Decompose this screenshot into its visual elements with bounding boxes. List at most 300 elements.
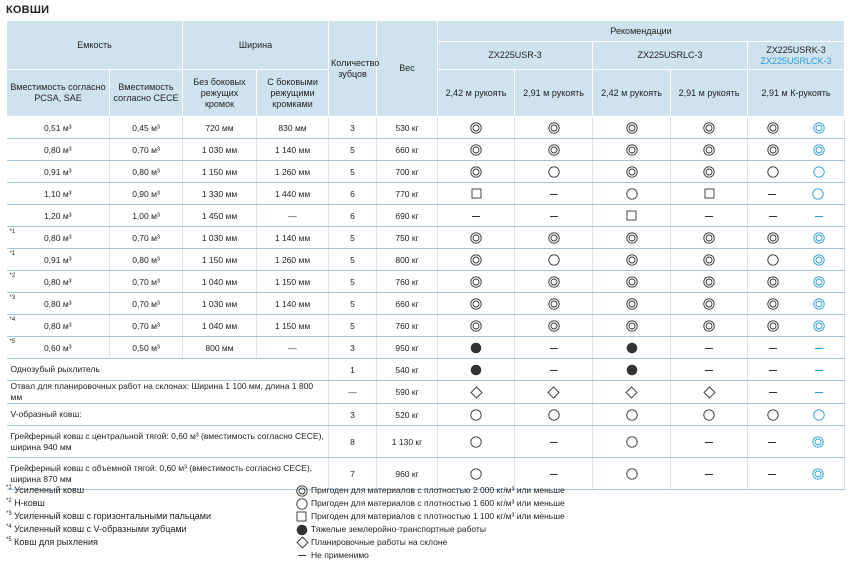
- header-usrk-291k: 2,91 м К-рукоять: [748, 70, 845, 117]
- capacity-value: 0,70 м³: [132, 232, 160, 243]
- recommendation-cell: [748, 227, 845, 249]
- header-usrlc-291: 2,91 м рукоять: [671, 70, 748, 117]
- legend-item: [296, 497, 565, 510]
- footnote-text: Усиленный ковш с V-образными зубцами: [11, 524, 187, 534]
- square-icon: [704, 188, 715, 199]
- attachment-label-cell: Однозубый рыхлитель: [7, 359, 329, 381]
- recommendation-cell: [671, 139, 748, 161]
- recommendation-pair: [750, 387, 842, 397]
- double-circle-icon: [296, 485, 307, 497]
- header-width-without: Без боковых режущих кромок: [183, 70, 257, 117]
- double-circle-icon: [626, 320, 638, 332]
- footnote-item: [6, 484, 211, 497]
- dash-icon: [769, 387, 777, 397]
- width-with-cell: —: [257, 205, 329, 227]
- width-without-cell: 1 330 мм: [183, 183, 257, 205]
- capacity-pcsa-cell: [7, 227, 110, 249]
- recommendation-cell: [671, 161, 748, 183]
- recommendation-cell: [748, 161, 845, 183]
- bucket-spec-table: [6, 20, 845, 490]
- square-icon: [296, 511, 307, 522]
- double-circle-icon: [626, 166, 638, 178]
- recommendation-cell: [515, 293, 593, 315]
- double-circle-icon: [767, 232, 779, 244]
- recommendation-cell: [748, 381, 845, 404]
- recommendation-cell: [515, 359, 593, 381]
- double-circle-icon: [626, 144, 638, 156]
- double-circle-icon: [703, 254, 715, 266]
- footnote-ref: *4: [9, 317, 16, 323]
- weight-cell: 590 кг: [377, 381, 438, 404]
- recommendation-pair: [750, 468, 842, 480]
- capacity-pcsa-cell: [7, 161, 110, 183]
- recommendation-cell: [748, 293, 845, 315]
- recommendation-cell: [593, 315, 671, 337]
- footnotes: [6, 484, 211, 549]
- double-circle-icon: [548, 298, 560, 310]
- capacity-value: 0,80 м³: [132, 254, 160, 265]
- circle-icon: [767, 254, 779, 266]
- teeth-cell: 5: [329, 315, 377, 337]
- recommendation-pair: [750, 365, 842, 375]
- capacity-cece-cell: [110, 315, 183, 337]
- circle-icon: [470, 468, 482, 480]
- legend-text: Планировочные работы на склоне: [311, 537, 448, 547]
- recommendation-cell: [748, 271, 845, 293]
- capacity-value: 0,91 м³: [43, 166, 72, 177]
- header-capacity-pcsa: Вместимость согласно PCSA, SAE: [7, 70, 110, 117]
- footnote-ref: *5: [9, 339, 16, 345]
- capacity-value: 0,70 м³: [132, 320, 160, 331]
- recommendation-cell: [593, 205, 671, 227]
- circle-icon: [812, 188, 824, 200]
- table-row: [7, 227, 845, 249]
- double-circle-icon: [626, 254, 638, 266]
- teeth-cell: 8: [329, 426, 377, 458]
- weight-cell: 520 кг: [377, 404, 438, 426]
- recommendation-cell: [671, 227, 748, 249]
- footnote-text: Н-ковш: [11, 498, 45, 508]
- table-row: [7, 271, 845, 293]
- recommendation-cell: [438, 227, 515, 249]
- capacity-value: 0,50 м³: [132, 342, 160, 353]
- dash-icon: [550, 343, 558, 353]
- table-row: [7, 139, 845, 161]
- teeth-cell: 1: [329, 359, 377, 381]
- double-circle-icon: [767, 298, 779, 310]
- recommendation-cell: [671, 458, 748, 490]
- recommendation-cell: [593, 249, 671, 271]
- footnote-ref: *3: [9, 295, 16, 301]
- weight-cell: 1 130 кг: [377, 426, 438, 458]
- footnote-ref: *3: [6, 511, 12, 517]
- capacity-cece-cell: [110, 139, 183, 161]
- recommendation-cell: [593, 426, 671, 458]
- teeth-cell: 3: [329, 404, 377, 426]
- recommendation-cell: [671, 426, 748, 458]
- dash-icon: [705, 365, 713, 375]
- recommendation-pair: [750, 232, 842, 244]
- dash-icon: [550, 437, 558, 447]
- recommendation-pair: [750, 188, 842, 200]
- circle-icon: [548, 166, 560, 178]
- double-circle-icon: [626, 122, 638, 134]
- recommendation-pair: [750, 211, 842, 221]
- capacity-pcsa-cell: [7, 315, 110, 337]
- double-circle-icon: [470, 144, 482, 156]
- header-width-with: С боковыми режущими кромками: [257, 70, 329, 117]
- weight-cell: 660 кг: [377, 293, 438, 315]
- header-width: Ширина: [183, 21, 329, 70]
- width-with-cell: 1 140 мм: [257, 293, 329, 315]
- recommendation-cell: [748, 337, 845, 359]
- legend-text: Не применимо: [311, 550, 369, 560]
- double-circle-icon: [813, 276, 825, 288]
- double-circle-icon: [548, 232, 560, 244]
- capacity-value: 0,80 м³: [43, 144, 72, 155]
- double-circle-icon: [470, 122, 482, 134]
- diamond-icon: [625, 386, 638, 399]
- double-circle-icon: [812, 436, 824, 448]
- dash-icon: [550, 469, 558, 479]
- capacity-cece-cell: [110, 271, 183, 293]
- double-circle-icon: [470, 320, 482, 332]
- capacity-value: 0,80 м³: [43, 232, 72, 243]
- attachment-label-cell: Грейферный ковш с центральной тягой: 0,60 м³ (вместимость согласно CECE), ширина 940 мм: [7, 426, 329, 458]
- recommendation-cell: [515, 183, 593, 205]
- dash-icon: [815, 211, 823, 221]
- recommendation-cell: [671, 205, 748, 227]
- double-circle-icon: [470, 232, 482, 244]
- width-with-cell: 1 140 мм: [257, 139, 329, 161]
- legend-text: Пригоден для материалов с плотностью 1 100 кг/м³ или меньше: [311, 511, 565, 521]
- recommendation-cell: [671, 381, 748, 404]
- circle-icon: [626, 409, 638, 421]
- diamond-icon: [703, 386, 716, 399]
- dash-icon: [769, 365, 777, 375]
- teeth-cell: 7: [329, 458, 377, 490]
- recommendation-cell: [438, 381, 515, 404]
- header-weight: Вес: [377, 21, 438, 117]
- double-circle-icon: [703, 144, 715, 156]
- weight-cell: 750 кг: [377, 227, 438, 249]
- dash-icon: [550, 189, 558, 199]
- recommendation-cell: [593, 117, 671, 139]
- recommendation-pair: [750, 254, 842, 266]
- circle-icon: [548, 254, 560, 266]
- capacity-value: 0,60 м³: [43, 342, 72, 353]
- recommendation-cell: [748, 139, 845, 161]
- capacity-value: 0,51 м³: [43, 122, 72, 133]
- footnote-text: Усиленный ковш: [11, 485, 85, 495]
- capacity-value: 0,80 м³: [43, 298, 72, 309]
- table-row: [7, 337, 845, 359]
- attachment-label-cell: Отвал для планировочных работ на склонах: Ширина 1 100 мм, длина 1 800 мм: [7, 381, 329, 404]
- dash-icon: [296, 549, 307, 562]
- double-circle-icon: [703, 298, 715, 310]
- attachment-label-cell: Грейферный ковш с объемной тягой: 0,60 м³ (вместимость согласно CECE), ширина 870 мм: [7, 458, 329, 490]
- attachment-label-cell: V-образный ковш:: [7, 404, 329, 426]
- recommendation-cell: [671, 249, 748, 271]
- recommendation-cell: [515, 426, 593, 458]
- recommendation-pair: [750, 276, 842, 288]
- table-row: [7, 404, 845, 426]
- circle-icon: [813, 409, 825, 421]
- table-row: [7, 315, 845, 337]
- recommendation-cell: [438, 161, 515, 183]
- double-circle-icon: [813, 320, 825, 332]
- recommendation-cell: [438, 315, 515, 337]
- recommendation-cell: [593, 404, 671, 426]
- double-circle-icon: [813, 122, 825, 134]
- legend-text: Пригоден для материалов с плотностью 1 600 кг/м³ или меньше: [311, 498, 565, 508]
- double-circle-icon: [767, 144, 779, 156]
- recommendation-cell: [593, 359, 671, 381]
- recommendation-cell: [515, 404, 593, 426]
- header-usrlc-242: 2,42 м рукоять: [593, 70, 671, 117]
- width-without-cell: 1 150 мм: [183, 249, 257, 271]
- double-circle-icon: [703, 276, 715, 288]
- circle-icon: [813, 166, 825, 178]
- double-circle-icon: [767, 320, 779, 332]
- recommendation-cell: [671, 117, 748, 139]
- recommendation-cell: [438, 404, 515, 426]
- model-usrk-label: ZX225USRK-3: [766, 44, 826, 55]
- filled-circle-icon: [470, 342, 482, 354]
- capacity-value: 0,45 м³: [132, 122, 160, 133]
- recommendation-cell: [593, 293, 671, 315]
- circle-icon: [626, 468, 638, 480]
- double-circle-icon: [767, 276, 779, 288]
- width-without-cell: 1 040 мм: [183, 271, 257, 293]
- filled-circle-icon: [626, 342, 638, 354]
- circle-icon: [703, 409, 715, 421]
- recommendation-pair: [750, 436, 842, 448]
- footnote-item: [6, 510, 211, 523]
- width-without-cell: 1 040 мм: [183, 315, 257, 337]
- teeth-cell: 5: [329, 227, 377, 249]
- weight-cell: 540 кг: [377, 359, 438, 381]
- capacity-value: 0,90 м³: [132, 188, 160, 199]
- footnote-item: [6, 497, 211, 510]
- width-without-cell: 720 мм: [183, 117, 257, 139]
- capacity-cece-cell: [110, 183, 183, 205]
- recommendation-cell: [671, 293, 748, 315]
- double-circle-icon: [813, 144, 825, 156]
- recommendation-cell: [593, 161, 671, 183]
- recommendation-pair: [750, 144, 842, 156]
- header-model-usrk: [748, 42, 845, 70]
- recommendation-cell: [593, 227, 671, 249]
- weight-cell: 660 кг: [377, 139, 438, 161]
- recommendation-cell: [515, 271, 593, 293]
- recommendation-cell: [671, 404, 748, 426]
- recommendation-cell: [438, 293, 515, 315]
- table-row: [7, 381, 845, 404]
- double-circle-icon: [812, 468, 824, 480]
- double-circle-icon: [813, 298, 825, 310]
- capacity-value: 1,00 м³: [132, 210, 160, 221]
- teeth-cell: 5: [329, 293, 377, 315]
- capacity-cece-cell: [110, 249, 183, 271]
- filled-circle-icon: [296, 524, 307, 536]
- recommendation-cell: [438, 183, 515, 205]
- recommendation-cell: [515, 381, 593, 404]
- weight-cell: 530 кг: [377, 117, 438, 139]
- recommendation-pair: [750, 122, 842, 134]
- double-circle-icon: [626, 298, 638, 310]
- dash-icon: [768, 189, 776, 199]
- capacity-value: 1,10 м³: [43, 188, 72, 199]
- capacity-pcsa-cell: [7, 205, 110, 227]
- table-row: [7, 183, 845, 205]
- recommendation-cell: [748, 205, 845, 227]
- recommendation-cell: [748, 458, 845, 490]
- diamond-icon: [547, 386, 560, 399]
- footnote-ref: *1: [6, 485, 12, 491]
- footnote-text: Ковш для рыхления: [11, 537, 98, 547]
- double-circle-icon: [470, 298, 482, 310]
- recommendation-cell: [593, 183, 671, 205]
- dash-icon: [705, 469, 713, 479]
- footnote-ref: *1: [9, 229, 16, 235]
- recommendation-cell: [593, 381, 671, 404]
- dash-icon: [769, 343, 777, 353]
- dash-icon: [815, 387, 823, 397]
- recommendation-cell: [515, 139, 593, 161]
- width-with-cell: 830 мм: [257, 117, 329, 139]
- circle-icon: [470, 436, 482, 448]
- recommendation-cell: [671, 271, 748, 293]
- footnote-ref: *5: [6, 537, 12, 543]
- recommendation-cell: [438, 117, 515, 139]
- dash-icon: [705, 343, 713, 353]
- capacity-cece-cell: [110, 205, 183, 227]
- dash-icon: [815, 365, 823, 375]
- recommendation-cell: [438, 337, 515, 359]
- teeth-cell: 3: [329, 117, 377, 139]
- recommendation-cell: [438, 426, 515, 458]
- legend-item: [296, 523, 565, 536]
- circle-icon: [548, 409, 560, 421]
- teeth-cell: 5: [329, 161, 377, 183]
- footnote-item: [6, 523, 211, 536]
- recommendation-cell: [515, 161, 593, 183]
- dash-icon: [550, 365, 558, 375]
- dash-icon: [705, 437, 713, 447]
- header-recommendations: Рекомендации: [438, 21, 845, 42]
- weight-cell: 760 кг: [377, 271, 438, 293]
- table-row: [7, 293, 845, 315]
- width-with-cell: 1 150 мм: [257, 315, 329, 337]
- double-circle-icon: [470, 166, 482, 178]
- dash-icon: [472, 211, 480, 221]
- capacity-value: 0,70 м³: [132, 276, 160, 287]
- width-without-cell: 1 030 мм: [183, 293, 257, 315]
- weight-cell: 760 кг: [377, 315, 438, 337]
- weight-cell: 690 кг: [377, 205, 438, 227]
- recommendation-pair: [750, 298, 842, 310]
- footnote-ref: *2: [6, 498, 12, 504]
- circle-icon: [626, 188, 638, 200]
- table-row: [7, 359, 845, 381]
- width-with-cell: 1 260 мм: [257, 161, 329, 183]
- capacity-pcsa-cell: [7, 139, 110, 161]
- symbol-legend: [296, 484, 565, 562]
- recommendation-cell: [515, 315, 593, 337]
- double-circle-icon: [767, 122, 779, 134]
- recommendation-cell: [438, 271, 515, 293]
- header-capacity-cece: Вместимость согласно CECE: [110, 70, 183, 117]
- weight-cell: 800 кг: [377, 249, 438, 271]
- capacity-cece-cell: [110, 293, 183, 315]
- double-circle-icon: [626, 232, 638, 244]
- capacity-value: 0,80 м³: [43, 320, 72, 331]
- table-row: [7, 205, 845, 227]
- recommendation-cell: [438, 139, 515, 161]
- recommendation-cell: [593, 458, 671, 490]
- table-body: [7, 117, 845, 490]
- recommendation-cell: [671, 183, 748, 205]
- recommendation-cell: [671, 337, 748, 359]
- capacity-pcsa-cell: [7, 293, 110, 315]
- capacity-pcsa-cell: [7, 337, 110, 359]
- double-circle-icon: [548, 122, 560, 134]
- recommendation-pair: [750, 320, 842, 332]
- legend-item: [296, 484, 565, 497]
- header-usr-291: 2,91 м рукоять: [515, 70, 593, 117]
- double-circle-icon: [548, 276, 560, 288]
- header-usr-242: 2,42 м рукоять: [438, 70, 515, 117]
- recommendation-cell: [748, 426, 845, 458]
- table-row: [7, 117, 845, 139]
- weight-cell: 960 кг: [377, 458, 438, 490]
- recommendation-cell: [748, 359, 845, 381]
- recommendation-cell: [515, 227, 593, 249]
- double-circle-icon: [703, 166, 715, 178]
- width-without-cell: 1 450 мм: [183, 205, 257, 227]
- filled-circle-icon: [626, 364, 638, 376]
- table-row: [7, 161, 845, 183]
- footnote-ref: *2: [9, 273, 16, 279]
- recommendation-cell: [671, 315, 748, 337]
- double-circle-icon: [626, 276, 638, 288]
- teeth-cell: 6: [329, 205, 377, 227]
- capacity-pcsa-cell: [7, 249, 110, 271]
- teeth-cell: 5: [329, 271, 377, 293]
- width-with-cell: 1 140 мм: [257, 227, 329, 249]
- width-without-cell: 1 030 мм: [183, 227, 257, 249]
- diamond-icon: [296, 536, 307, 549]
- circle-icon: [626, 436, 638, 448]
- footnote-text: Усиленный ковш с горизонтальными пальцами: [11, 511, 211, 521]
- capacity-value: 0,91 м³: [43, 254, 72, 265]
- recommendation-cell: [438, 359, 515, 381]
- weight-cell: 700 кг: [377, 161, 438, 183]
- width-with-cell: 1 260 мм: [257, 249, 329, 271]
- recommendation-cell: [515, 117, 593, 139]
- recommendation-pair: [750, 343, 842, 353]
- recommendation-cell: [748, 404, 845, 426]
- capacity-value: 0,70 м³: [132, 298, 160, 309]
- circle-icon: [470, 409, 482, 421]
- footnote-ref: *4: [6, 524, 12, 530]
- recommendation-cell: [593, 271, 671, 293]
- double-circle-icon: [703, 232, 715, 244]
- table-row: [7, 249, 845, 271]
- teeth-cell: 5: [329, 139, 377, 161]
- double-circle-icon: [703, 320, 715, 332]
